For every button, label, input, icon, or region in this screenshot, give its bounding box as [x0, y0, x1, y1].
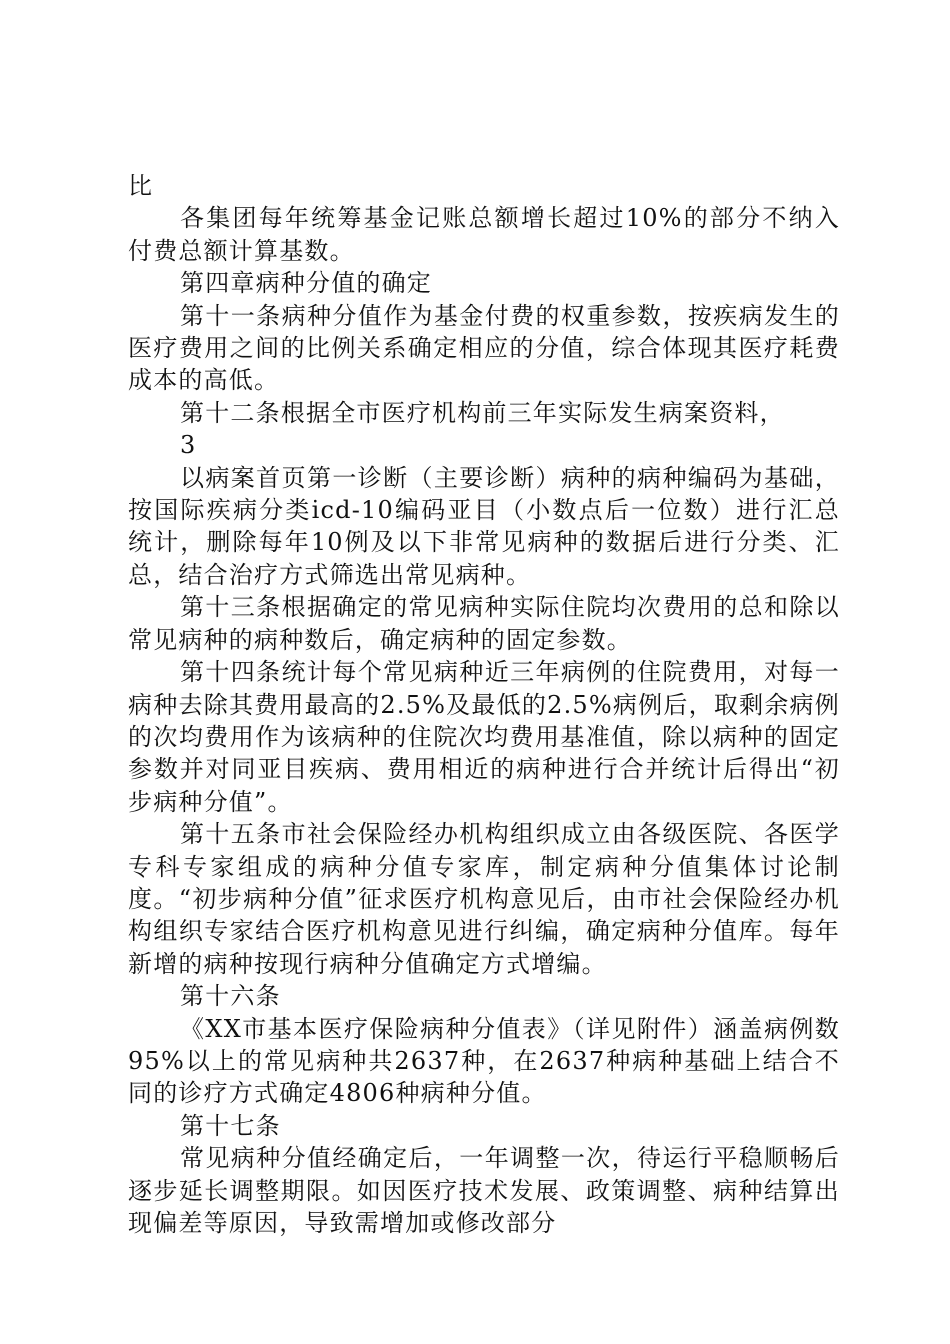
- paragraph-fund-growth-rule: 各集团每年统筹基金记账总额增长超过10%的部分不纳入付费总额计算基数。: [128, 204, 840, 265]
- page-number: 3: [180, 431, 197, 460]
- article-11: 第十一条病种分值作为基金付费的权重参数，按疾病发生的医疗费用之间的比例关系确定相应的分值，综合体现其医疗耗费成本的高低。: [128, 301, 840, 395]
- chapter-heading: 第四章病种分值的确定: [180, 269, 432, 298]
- article-15: 第十五条市社会保险经办机构组织成立由各级医院、各医学专科专家组成的病种分值专家库，制定病种分值集体讨论制度。“初步病种分值”征求医疗机构意见后，由市社会保险经办机构组织专家结合医疗机构意见进行纠编，确定病种分值库。每年新增的病种按现行病种分值确定方式增编。: [128, 820, 840, 978]
- document-body: [128, 170, 840, 1239]
- paragraph-continuation: 比: [128, 172, 154, 200]
- article-13: 第十三条根据确定的常见病种实际住院均次费用的总和除以常见病种的病种数后，确定病种的固定参数。: [128, 593, 840, 654]
- article-12-continued: 以病案首页第一诊断（主要诊断）病种的病种编码为基础，按国际疾病分类icd-10编码亚目（小数点后一位数）进行汇总统计，删除每年10例及以下非常见病种的数据后进行分类、汇总，结合治疗方式筛选出常见病种。: [128, 463, 840, 589]
- article-16-body: 《XX市基本医疗保险病种分值表》（详见附件）涵盖病例数95%以上的常见病种共2637种，在2637种病种基础上结合不同的诊疗方式确定4806种病种分值。: [128, 1014, 840, 1108]
- article-17-body: 常见病种分值经确定后，一年调整一次，待运行平稳顺畅后逐步延长调整期限。如因医疗技术发展、政策调整、病种结算出现偏差等原因，导致需增加或修改部分: [128, 1144, 840, 1237]
- article-14: 第十四条统计每个常见病种近三年病例的住院费用，对每一病种去除其费用最高的2.5%及最低的2.5%病例后，取剩余病例的次均费用作为该病种的住院次均费用基准值，除以病种的固定参数并对同亚目疾病、费用相近的病种进行合并统计后得出“初步病种分值”。: [128, 658, 840, 816]
- article-17-heading: 第十七条: [180, 1111, 281, 1140]
- article-16-heading: 第十六条: [180, 982, 281, 1011]
- article-12: 第十二条根据全市医疗机构前三年实际发生病案资料，: [180, 398, 785, 427]
